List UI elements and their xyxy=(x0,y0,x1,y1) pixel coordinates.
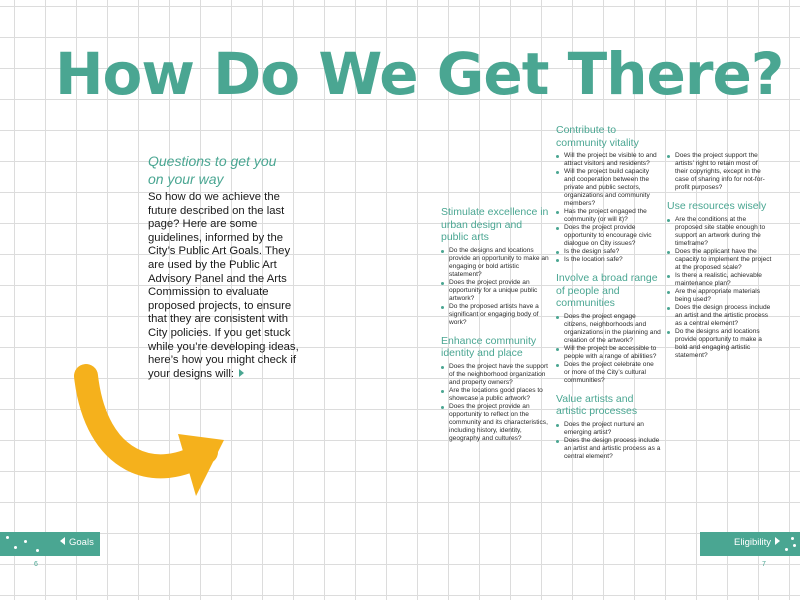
guideline-list xyxy=(556,421,661,461)
list-item: Does the project nurture an emerging artist? xyxy=(556,421,661,437)
triangle-right-icon xyxy=(775,537,780,545)
list-item: Does the project celebrate one or more of the City’s cultural communities? xyxy=(556,361,661,385)
speck xyxy=(36,549,39,552)
section-heading: Enhance community identity and place xyxy=(441,334,537,359)
list-item: Does the design process include an artist and artistic process as a central element? xyxy=(556,437,661,461)
list-item: Does the project engage citizens, neighborhoods and organizations in the planning and creation of the artwork? xyxy=(556,313,661,345)
next-page-label: Eligibility xyxy=(734,537,771,548)
next-page-tab[interactable] xyxy=(700,532,800,556)
speck xyxy=(791,537,794,540)
speck xyxy=(785,548,788,551)
list-item: Does the project support the artists’ right to retain most of their copyrights, except in the case of sharing info for not-for-profit purposes? xyxy=(667,152,772,192)
page-number-right: 7 xyxy=(762,561,766,568)
guideline-list xyxy=(556,313,661,385)
section-heading: Use resources wisely xyxy=(667,200,767,212)
list-item: Will the project build capacity and cooperation between the private and public sectors, organizations and community members? xyxy=(556,168,661,208)
section-heading: Value artists and artistic processes xyxy=(556,392,638,417)
section-heading: Contribute to community vitality xyxy=(556,124,639,149)
list-item: Do the proposed artists have a significant or engaging body of work? xyxy=(441,303,549,327)
intro-body xyxy=(148,191,308,381)
prev-page-link[interactable] xyxy=(60,537,94,549)
list-item: Has the project engaged the community (or will it)? xyxy=(556,208,661,224)
list-item: Does the design process include an artist and the artistic process as a central element? xyxy=(667,304,772,328)
list-item: Will the project be accessible to people with a range of abilities? xyxy=(556,345,661,361)
list-item: Are the conditions at the proposed site stable enough to support an artwork during the timeframe? xyxy=(667,216,772,248)
list-item: Does the project have the support of the neighborhood organization and property owners? xyxy=(441,363,549,387)
guideline-list xyxy=(667,216,772,360)
speck xyxy=(6,536,9,539)
curved-arrow-icon xyxy=(60,360,240,530)
guideline-list xyxy=(441,363,549,443)
guideline-list xyxy=(556,152,661,264)
page-title: How Do We Get There? xyxy=(55,40,784,108)
guidelines-column-2 xyxy=(556,124,661,469)
intro-heading-line-2: on your way xyxy=(148,171,224,187)
list-item: Will the project be visible to and attract visitors and residents? xyxy=(556,152,661,168)
list-item: Is the design safe? xyxy=(556,248,661,256)
guidelines-column-3 xyxy=(667,152,772,368)
section-heading: Involve a broad range of people and communities xyxy=(556,272,658,309)
intro-body-text: So how do we achieve the future described on the last page? Here are some guidelines, informed by the City’s Public Art Goals. They are used by the Public Art Advisory Panel and the Arts Commission to evaluate proposed projects, to ensure that they are consistent with City policies. If you get stuck while you’re developing ideas, here’s how you might check if your designs will: xyxy=(148,191,299,380)
prev-page-label: Goals xyxy=(69,537,94,548)
speck xyxy=(793,544,796,547)
list-item: Do the designs and locations provide opportunity to make a bold and engaging artistic statement? xyxy=(667,328,772,360)
speck xyxy=(24,540,27,543)
list-item: Are the locations good places to showcase a public artwork? xyxy=(441,387,549,403)
list-item: Does the project provide an opportunity to reflect on the community and its characteristics, including history, identity, geography and cultures? xyxy=(441,403,549,443)
guideline-list xyxy=(667,152,772,192)
list-item: Is there a realistic, achievable maintenance plan? xyxy=(667,272,772,288)
list-item: Is the location safe? xyxy=(556,256,661,264)
page-number-left: 6 xyxy=(34,561,38,568)
list-item: Does the project provide an opportunity for a unique public artwork? xyxy=(441,279,549,303)
intro-block xyxy=(148,152,308,381)
list-item: Does the applicant have the capacity to implement the project at the proposed scale? xyxy=(667,248,772,272)
intro-heading-line-1: Questions to get you xyxy=(148,153,277,169)
list-item: Do the designs and locations provide an opportunity to make an engaging or bold artistic statement? xyxy=(441,247,549,279)
list-item: Does the project provide opportunity to encourage civic dialogue on City issues? xyxy=(556,224,661,248)
guideline-list xyxy=(441,247,549,327)
list-item: Are the appropriate materials being used? xyxy=(667,288,772,304)
section-heading: Stimulate excellence in urban design and public arts xyxy=(441,206,549,243)
intro-heading xyxy=(148,152,308,188)
next-page-link[interactable] xyxy=(734,537,780,549)
speck xyxy=(14,546,17,549)
prev-page-tab[interactable] xyxy=(0,532,100,556)
triangle-left-icon xyxy=(60,537,65,545)
guidelines-column-1 xyxy=(441,206,549,451)
